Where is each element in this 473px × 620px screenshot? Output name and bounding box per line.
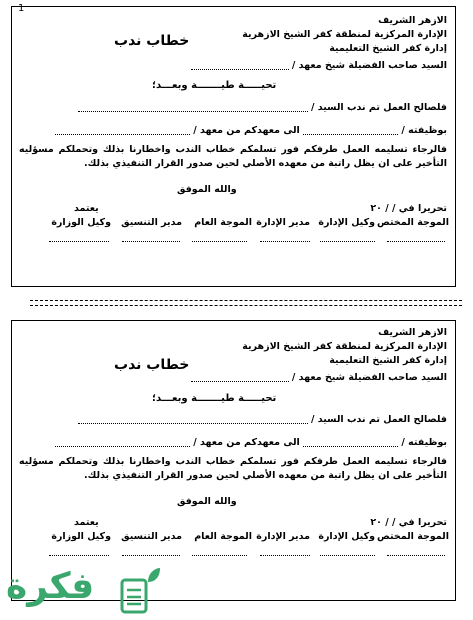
header-line-3: إدارة كفر الشيخ التعليمية [329, 355, 447, 366]
site-logo [6, 562, 164, 618]
institute-blank [191, 61, 289, 70]
signature-blank [260, 555, 310, 556]
logo-wordmark: فكرة [6, 566, 95, 607]
position-line [55, 437, 447, 449]
addressee-label: السيد صاحب الفضيلة شيخ معهد / [291, 60, 447, 71]
position-label: بوظيفته / [401, 437, 447, 448]
signature-deputy-director: وكيل الإدارة [318, 217, 375, 228]
signature-coordination-director: مدير التنسيق [121, 217, 182, 228]
delegation-letter-form-top [11, 3, 456, 287]
signature-blank [192, 241, 247, 242]
assignment-line [78, 414, 447, 426]
position-line [55, 125, 447, 137]
signature-blank [320, 555, 375, 556]
delegation-letter-form-bottom [11, 320, 456, 601]
from-institute-label: الى معهدكم من معهد / [193, 437, 300, 448]
signature-blank [192, 555, 247, 556]
signature-blank [122, 241, 180, 242]
signature-deputy-director: وكيل الإدارة [318, 531, 375, 542]
greeting: تحيـــــة طيـــــــة وبعـــد؛ [152, 393, 277, 404]
addressee-label: السيد صاحب الفضيلة شيخ معهد / [291, 372, 447, 383]
closing-phrase: والله الموفق [177, 184, 237, 195]
position-label: بوظيفته / [401, 125, 447, 136]
signature-specialist-supervisor: الموجة المختص [377, 217, 449, 228]
signature-general-supervisor: الموجة العام [194, 531, 252, 542]
from-institute-label: الى معهدكم من معهد / [193, 125, 300, 136]
from-institute-blank [55, 126, 190, 135]
signature-blank [49, 241, 109, 242]
signature-blank [260, 241, 310, 242]
letter-title: خطاب ندب [114, 357, 190, 373]
request-paragraph: فالرجاء تسليمه العمل طرفكم فور تسلمكم خطاب الندب واخطارنا بذلك وتحملكم مسؤليه التأخير على ان يظل راتبة من معهده الأصلي لحين صدور القرار التنفيذي بذلك. [19, 144, 447, 169]
name-blank [78, 103, 308, 112]
signature-blank [320, 241, 375, 242]
institute-blank [191, 373, 289, 382]
addressee-line [191, 372, 447, 384]
signature-specialist-supervisor: الموجة المختص [377, 531, 449, 542]
approval-label: يعتمد [74, 203, 99, 214]
position-blank [303, 126, 398, 135]
book-leaf-icon [118, 566, 162, 616]
assignment-label: فلصالح العمل تم ندب السيد / [311, 414, 447, 425]
request-paragraph: فالرجاء تسليمه العمل طرفكم فور تسلمكم خطاب الندب واخطارنا بذلك وتحملكم مسؤليه التأخير على ان يظل راتبة من معهده الأصلي لحين صدور القرار التنفيذي بذلك. [19, 456, 447, 481]
header-line-2: الإدارة المركزية لمنطقة كفر الشيخ الازهرية [242, 341, 447, 352]
signature-blank [387, 555, 445, 556]
date-line: تحريرا في / / ٢٠ [370, 517, 447, 528]
signature-blank [49, 555, 109, 556]
header-line-3: إدارة كفر الشيخ التعليمية [329, 43, 447, 54]
letter-title: خطاب ندب [114, 33, 190, 49]
page-marker: 1 [18, 3, 25, 14]
assignment-line [78, 102, 447, 114]
header-line-1: الازهر الشريف [378, 15, 447, 26]
cut-line-separator [30, 300, 462, 306]
signature-ministry-deputy: وكيل الوزارة [51, 217, 111, 228]
header-line-1: الازهر الشريف [378, 327, 447, 338]
assignment-label: فلصالح العمل تم ندب السيد / [311, 102, 447, 113]
greeting: تحيـــــة طيـــــــة وبعـــد؛ [152, 80, 277, 91]
signature-ministry-deputy: وكيل الوزارة [51, 531, 111, 542]
signature-blank [122, 555, 180, 556]
position-blank [303, 438, 398, 447]
name-blank [78, 415, 308, 424]
approval-label: يعتمد [74, 517, 99, 528]
addressee-line [191, 60, 447, 72]
closing-phrase: والله الموفق [177, 496, 237, 507]
signature-coordination-director: مدير التنسيق [121, 531, 182, 542]
signature-general-supervisor: الموجة العام [194, 217, 252, 228]
header-line-2: الإدارة المركزية لمنطقة كفر الشيخ الازهرية [242, 29, 447, 40]
signature-blank [387, 241, 445, 242]
signature-director: مدير الإدارة [256, 217, 310, 228]
date-line: تحريرا في / / ٢٠ [370, 203, 447, 214]
signature-director: مدير الإدارة [256, 531, 310, 542]
from-institute-blank [55, 438, 190, 447]
